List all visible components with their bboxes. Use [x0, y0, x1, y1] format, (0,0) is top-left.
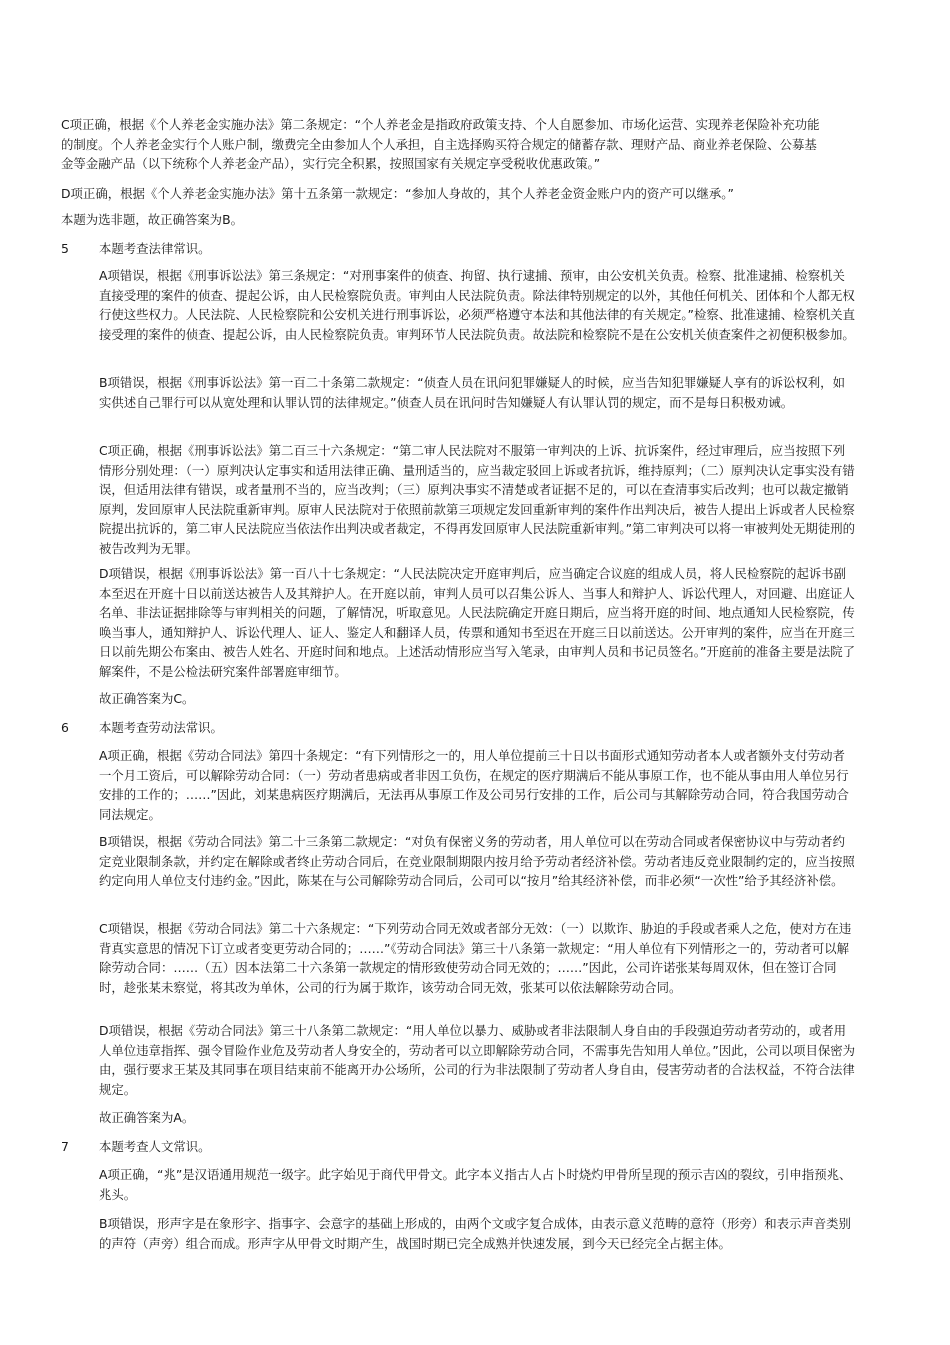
- answer-line: 故正确答案为A。: [99, 1110, 195, 1125]
- option-c-explanation: C项正确，根据《个人养老金实施办法》第二条规定：“个人养老金是指政府政策支持、个人自愿参加、市场化运营、实现养老保险补充功能的制度。个人养老金实行个人账户制，缴费完全由参加人个人承担，自主选择购买符合规定的储蓄存款、理财产品、商业养老保险、公募基金等金融产品（以下统称个人养老金产品），实行完全积累，按照国家有关规定享受税收优惠政策。”: [61, 117, 820, 171]
- option-a-explanation: A项正确，“兆”是汉语通用规范一级字。此字始见于商代甲骨文。此字本义指古人占卜时烧灼甲骨所呈现的预示吉凶的裂纹，引申指预兆、兆头。: [99, 1167, 852, 1202]
- question-number: 5: [61, 241, 69, 256]
- option-c-explanation: C项正确，根据《刑事诉讼法》第二百三十六条规定：“第二审人民法院对不服第一审判决的上诉、抗诉案件，经过审理后，应当按照下列情形分别处理：（一）原判决认定事实和适用法律正确、量刑适当的，应当裁定驳回上诉或者抗诉，维持原判；（二）原判决认定事实没有错误，但适用法律有错误，或者量刑不当的，应当改判；（三）原判决事实不清楚或者证据不足的，可以在查清事实后改判；也可以裁定撤销原判，发回原审人民法院重新审判。原审人民法院对于依照前款第三项规定发回重新审判的案件作出判决后，被告人提出上诉或者人民检察院提出抗诉的，第二审人民法院应当依法作出判决或者裁定，不得再发回原审人民法院重新审判。”第二审判决可以将一审被判处无期徒刑的被告改判为无罪。: [99, 443, 856, 556]
- option-d-explanation: D项错误，根据《刑事诉讼法》第一百八十七条规定：“人民法院决定开庭审判后，应当确定合议庭的组成人员，将人民检察院的起诉书副本至迟在开庭十日以前送达被告人及其辩护人。在开庭以前，审判人员可以召集公诉人、当事人和辩护人、诉讼代理人，对回避、出庭证人名单、非法证据排除等与审判相关的问题，了解情况，听取意见。人民法院确定开庭日期后，应当将开庭的时间、地点通知人民检察院，传唤当事人，通知辩护人、诉讼代理人、证人、鉴定人和翻译人员，传票和通知书至迟在开庭三日以前送达。公开审判的案件，应当在开庭三日以前先期公布案由、被告人姓名、开庭时间和地点。上述活动情形应当写入笔录，由审判人员和书记员签名。”开庭前的准备主要是法院了解案件，不是公检法研究案件部署庭审细节。: [99, 566, 856, 679]
- option-c-explanation: C项错误，根据《劳动合同法》第二十六条规定：“下列劳动合同无效或者部分无效：（一）以欺诈、胁迫的手段或者乘人之危，使对方在违背真实意思的情况下订立或者变更劳动合同的；……”《劳动合同法》第三十八条第一款规定：“用人单位有下列情形之一的，劳动者可以解除劳动合同：……（五）因本法第二十六条第一款规定的情形致使劳动合同无效的；……”因此，公司许诺张某每周双休，但在签订合同时，趁张某未察觉，将其改为单休，公司的行为属于欺诈，该劳动合同无效，张某可以依法解除劳动合同。: [99, 921, 852, 995]
- option-b-explanation: B项错误，根据《刑事诉讼法》第一百二十条第二款规定：“侦查人员在讯问犯罪嫌疑人的时候，应当告知犯罪嫌疑人享有的诉讼权利，如实供述自己罪行可以从宽处理和认罪认罚的法律规定。”侦查人员在讯问时告知嫌疑人有认罪认罚的规定，而不是每日积极劝诫。: [99, 375, 845, 410]
- option-b-explanation: B项错误，形声字是在象形字、指事字、会意字的基础上形成的，由两个文或字复合成体，由表示意义范畴的意符（形旁）和表示声音类别的声符（声旁）组合而成。形声字从甲骨文时期产生，战国时期已完全成熟并快速发展，到今天已经完全占据主体。: [99, 1216, 851, 1251]
- question-number: 7: [61, 1139, 69, 1154]
- answer-line: 本题为选非题，故正确答案为B。: [61, 212, 243, 227]
- question-topic: 本题考查劳动法常识。: [99, 720, 223, 735]
- option-d-explanation: D项正确，根据《个人养老金实施办法》第十五条第一款规定：“参加人身故的，其个人养老金资金账户内的资产可以继承。”: [61, 186, 734, 201]
- answer-line: 故正确答案为C。: [99, 691, 195, 706]
- question-topic: 本题考查法律常识。: [99, 241, 211, 256]
- option-a-explanation: A项正确，根据《劳动合同法》第四十条规定：“有下列情形之一的，用人单位提前三十日以书面形式通知劳动者本人或者额外支付劳动者一个月工资后，可以解除劳动合同：（一）劳动者患病或者非因工负伤，在规定的医疗期满后不能从事原工作，也不能从事由用人单位另行安排的工作的；……”因此，刘某患病医疗期满后，无法再从事原工作及公司另行安排的工作，后公司与其解除劳动合同，符合我国劳动合同法规定。: [99, 748, 849, 822]
- option-d-explanation: D项错误，根据《劳动合同法》第三十八条第二款规定：“用人单位以暴力、威胁或者非法限制人身自由的手段强迫劳动者劳动的，或者用人单位违章指挥、强令冒险作业危及劳动者人身安全的，劳动者可以立即解除劳动合同，不需事先告知用人单位。”因此，公司以项目保密为由，强行要求王某及其同事在项目结束前不能离开办公场所，公司的行为非法限制了劳动者人身自由，侵害劳动者的合法权益，不符合法律规定。: [99, 1023, 856, 1097]
- question-topic: 本题考查人文常识。: [99, 1139, 211, 1154]
- question-number: 6: [61, 720, 69, 735]
- option-a-explanation: A项错误，根据《刑事诉讼法》第三条规定：“对刑事案件的侦查、拘留、执行逮捕、预审，由公安机关负责。检察、批准逮捕、检察机关直接受理的案件的侦查、提起公诉，由人民检察院负责。审判由人民法院负责。除法律特别规定的以外，其他任何机关、团体和个人都无权行使这些权力。人民法院、人民检察院和公安机关进行刑事诉讼，必须严格遵守本法和其他法律的有关规定。”检察、批准逮捕、检察机关直接受理的案件的侦查、提起公诉，由人民检察院负责。审判环节人民法院负责。故法院和检察院不是在公安机关侦查案件之初便积极参加。: [99, 268, 856, 342]
- option-b-explanation: B项错误，根据《劳动合同法》第二十三条第二款规定：“对负有保密义务的劳动者，用人单位可以在劳动合同或者保密协议中与劳动者约定竞业限制条款，并约定在解除或者终止劳动合同后，在竞业限制期限内按月给予劳动者经济补偿。劳动者违反竞业限制约定的，应当按照约定向用人单位支付违约金。”因此，陈某在与公司解除劳动合同后，公司可以“按月”给其经济补偿，而非必须“一次性”给予其经济补偿。: [99, 834, 855, 888]
